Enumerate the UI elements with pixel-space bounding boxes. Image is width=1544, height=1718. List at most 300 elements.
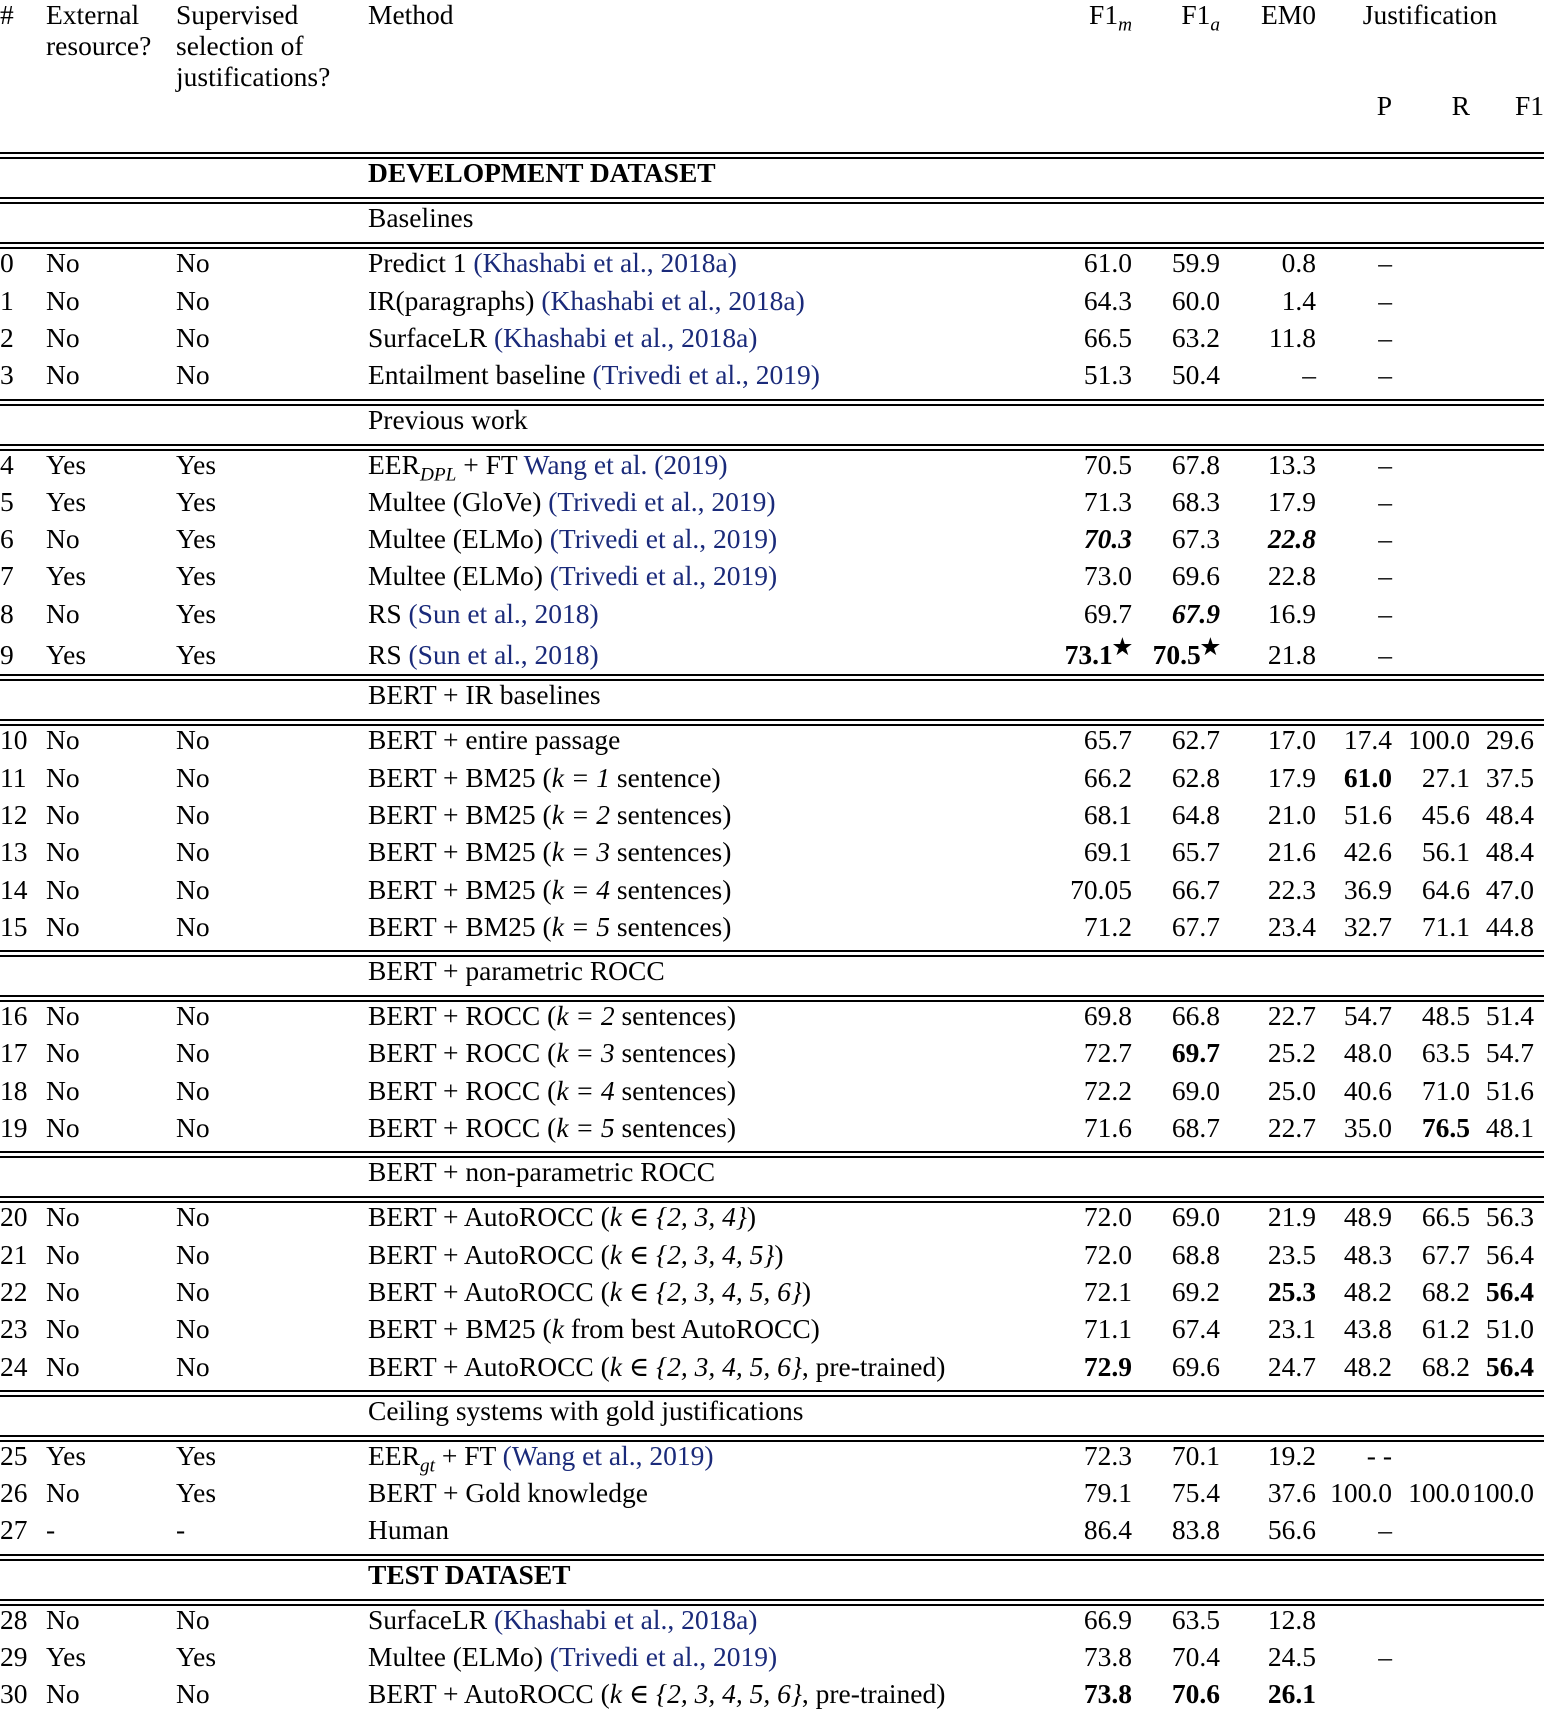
rule-line	[0, 1554, 1544, 1561]
method-cell: BERT + AutoROCC (k ∈ {2, 3, 4, 5, 6}, pre-trained)	[368, 1350, 946, 1382]
just-f1-cell	[1470, 1442, 1544, 1479]
f1a-cell: 69.0	[1171, 1074, 1220, 1106]
f1a-cell: 69.6	[1171, 1350, 1220, 1382]
just-p-cell: –	[1378, 1641, 1392, 1672]
table-row	[0, 726, 1544, 763]
method-cell: IR(paragraphs) (Khashabi et al., 2018a)	[368, 284, 805, 316]
just-f1-cell: 56.4	[1485, 1238, 1534, 1270]
just-r-cell: 61.2	[1421, 1313, 1470, 1345]
em0-cell: 37.6	[1267, 1477, 1316, 1509]
em0-cell: 17.9	[1267, 485, 1316, 517]
f1a-cell: 62.7	[1171, 724, 1220, 756]
em0-cell: 25.2	[1267, 1037, 1316, 1069]
f1a-cell: 70.6	[1171, 1678, 1220, 1710]
external-resource-cell: Yes	[46, 1641, 87, 1672]
citation-link: Wang et al. (2019)	[523, 448, 728, 480]
external-resource-cell: No	[46, 1238, 80, 1270]
just-p-cell: –	[1378, 284, 1392, 316]
f1a-cell: 69.0	[1171, 1201, 1220, 1233]
external-resource-cell: Yes	[46, 639, 87, 671]
table-row	[0, 1241, 1544, 1278]
em0-cell: –	[1302, 359, 1316, 391]
rule-line	[0, 197, 1544, 204]
rule-line	[0, 1599, 1544, 1606]
row-index-cell: 25	[0, 1439, 28, 1471]
section-gutter	[0, 406, 368, 444]
f1m-cell: 70.5	[1083, 448, 1132, 480]
em0-cell: 0.8	[1281, 247, 1316, 279]
table-row	[0, 287, 1544, 324]
external-resource-cell: No	[46, 597, 80, 629]
star-marker: ★	[1112, 635, 1132, 660]
supervised-selection-cell: Yes	[176, 1641, 217, 1672]
just-p-cell	[1316, 1680, 1392, 1717]
just-p-cell: 48.0	[1343, 1037, 1392, 1069]
just-r-cell: 45.6	[1421, 798, 1470, 830]
section-gutter	[0, 159, 368, 197]
just-p-cell: 100.0	[1330, 1477, 1392, 1509]
just-f1-cell	[1470, 600, 1544, 637]
f1m-cell: 72.3	[1083, 1439, 1132, 1471]
f1a-cell: 67.9	[1171, 597, 1220, 629]
star-marker: ★	[1200, 635, 1220, 660]
just-f1-cell: 48.4	[1485, 836, 1534, 868]
row-index-cell: 14	[0, 873, 28, 905]
supervised-selection-cell: -	[176, 1514, 186, 1546]
header-supervised-selection: Supervised selection of justifications?	[176, 0, 331, 92]
method-cell: BERT + ROCC (k = 5 sentences)	[368, 1112, 736, 1144]
section-label: Ceiling systems with gold justifications	[368, 1394, 804, 1426]
method-cell: SurfaceLR (Khashabi et al., 2018a)	[368, 1603, 758, 1635]
supervised-selection-cell: Yes	[176, 597, 217, 629]
f1a-cell: 59.9	[1171, 247, 1220, 279]
method-cell: Human	[368, 1514, 449, 1546]
citation-link: (Trivedi et al., 2019)	[592, 359, 820, 391]
just-r-cell	[1392, 488, 1470, 525]
method-cell: Predict 1 (Khashabi et al., 2018a)	[368, 247, 737, 279]
section-gutter	[0, 957, 368, 995]
section-label: DEVELOPMENT DATASET	[368, 157, 716, 189]
em0-cell: 17.9	[1267, 761, 1316, 793]
just-r-cell	[1392, 525, 1470, 562]
just-p-cell: 17.4	[1343, 724, 1392, 756]
supervised-selection-cell: No	[176, 1074, 210, 1106]
external-resource-cell: No	[46, 321, 80, 353]
header-just-p: P	[1376, 90, 1392, 122]
section-label: BERT + non-parametric ROCC	[368, 1156, 716, 1188]
just-r-cell: 67.7	[1421, 1238, 1470, 1270]
just-r-cell: 68.2	[1421, 1275, 1470, 1307]
em0-cell: 11.8	[1268, 321, 1316, 353]
supervised-selection-cell: No	[176, 1678, 210, 1710]
table-row	[0, 451, 1544, 488]
method-cell: BERT + ROCC (k = 2 sentences)	[368, 1000, 736, 1032]
double-rule	[0, 950, 1544, 957]
f1m-cell: 73.0	[1083, 560, 1132, 592]
just-f1-cell	[1470, 1643, 1544, 1680]
row-index-cell: 16	[0, 1000, 28, 1032]
just-p-cell: –	[1378, 639, 1392, 671]
f1a-cell: 64.8	[1171, 798, 1220, 830]
table-row	[0, 1077, 1544, 1114]
method-cell: BERT + Gold knowledge	[368, 1477, 648, 1509]
just-p-cell: 40.6	[1343, 1074, 1392, 1106]
header-em0: EM0	[1261, 0, 1316, 30]
f1m-cell: 69.8	[1083, 1000, 1132, 1032]
just-f1-cell: 56.3	[1485, 1201, 1534, 1233]
just-r-cell	[1392, 1442, 1470, 1479]
supervised-selection-cell: Yes	[176, 485, 217, 517]
method-cell: BERT + BM25 (k = 2 sentences)	[368, 798, 732, 830]
method-cell: RS (Sun et al., 2018)	[368, 639, 599, 671]
section-label: Previous work	[368, 403, 528, 435]
f1m-cell: 66.9	[1083, 1603, 1132, 1635]
f1m-cell: 72.2	[1083, 1074, 1132, 1106]
f1m-cell: 70.3	[1083, 523, 1132, 555]
method-cell: BERT + AutoROCC (k ∈ {2, 3, 4})	[368, 1201, 757, 1233]
external-resource-cell: No	[46, 1112, 80, 1144]
external-resource-cell: No	[46, 1477, 80, 1509]
supervised-selection-cell: Yes	[176, 448, 217, 480]
em0-cell: 1.4	[1281, 284, 1316, 316]
just-f1-cell: 56.4	[1485, 1275, 1534, 1307]
section-header-row	[0, 159, 1544, 197]
row-index-cell: 18	[0, 1074, 28, 1106]
row-index-cell: 2	[0, 321, 14, 353]
rule-line	[0, 674, 1544, 681]
supervised-selection-cell: No	[176, 1238, 210, 1270]
citation-link: (Trivedi et al., 2019)	[548, 485, 776, 517]
external-resource-cell: No	[46, 724, 80, 756]
just-p-cell: –	[1378, 321, 1392, 353]
f1a-cell: 67.8	[1171, 448, 1220, 480]
supervised-selection-cell: No	[176, 359, 210, 391]
row-index-cell: 3	[0, 359, 14, 391]
citation-link: (Khashabi et al., 2018a)	[541, 284, 805, 316]
row-index-cell: 11	[0, 761, 27, 793]
just-f1-cell	[1470, 1680, 1544, 1717]
just-p-cell: 32.7	[1343, 910, 1392, 942]
supervised-selection-cell: No	[176, 1000, 210, 1032]
external-resource-cell: No	[46, 1000, 80, 1032]
double-rule	[0, 399, 1544, 406]
supervised-selection-cell: No	[176, 321, 210, 353]
just-p-cell: 61.0	[1343, 761, 1392, 793]
f1a-cell: 63.2	[1171, 321, 1220, 353]
just-r-cell: 64.6	[1421, 873, 1470, 905]
header-index: #	[0, 0, 14, 30]
just-p-cell: 48.2	[1343, 1275, 1392, 1307]
table-row	[0, 1516, 1544, 1553]
table-row	[0, 525, 1544, 562]
table-header-row	[0, 0, 1544, 92]
method-cell: Entailment baseline (Trivedi et al., 2019)	[368, 359, 820, 391]
supervised-selection-cell: No	[176, 873, 210, 905]
just-f1-cell	[1470, 249, 1544, 286]
table-row	[0, 1114, 1544, 1151]
citation-link: (Trivedi et al., 2019)	[549, 1641, 778, 1672]
double-rule	[0, 152, 1544, 159]
section-header-row	[0, 957, 1544, 995]
just-f1-cell	[1470, 525, 1544, 562]
supervised-selection-cell: Yes	[176, 639, 217, 671]
header-f1a: $F1_a$	[1181, 0, 1220, 36]
just-f1-cell	[1470, 361, 1544, 398]
row-index-cell: 27	[0, 1514, 28, 1546]
row-index-cell: 5	[0, 485, 14, 517]
just-r-cell	[1392, 324, 1470, 361]
external-resource-cell: No	[46, 1275, 80, 1307]
rule-line	[0, 152, 1544, 159]
external-resource-cell: No	[46, 1313, 80, 1345]
just-r-cell: 76.5	[1421, 1112, 1470, 1144]
table-row	[0, 600, 1544, 637]
table-row	[0, 1643, 1544, 1680]
header-just-r: R	[1451, 90, 1470, 122]
just-p-cell: 48.2	[1343, 1350, 1392, 1382]
row-index-cell: 8	[0, 597, 14, 629]
table-row	[0, 249, 1544, 286]
supervised-selection-cell: No	[176, 1037, 210, 1069]
f1a-cell: 70.4	[1171, 1641, 1220, 1672]
table-row	[0, 1278, 1544, 1315]
f1a-cell: 67.3	[1171, 523, 1220, 555]
method-cell: BERT + BM25 (k = 4 sentences)	[368, 873, 732, 905]
method-cell: BERT + BM25 (k = 3 sentences)	[368, 836, 732, 868]
f1a-cell: 69.7	[1171, 1037, 1220, 1069]
citation-link: (Wang et al., 2019)	[502, 1439, 714, 1471]
row-index-cell: 6	[0, 523, 14, 555]
f1a-cell: 68.3	[1171, 485, 1220, 517]
f1m-cell: 86.4	[1083, 1514, 1132, 1546]
f1a-cell: 67.4	[1171, 1313, 1220, 1345]
section-label: BERT + IR baselines	[368, 679, 601, 711]
just-r-cell	[1392, 637, 1470, 674]
just-f1-cell: 51.6	[1485, 1074, 1534, 1106]
just-p-cell: –	[1378, 448, 1392, 480]
just-r-cell	[1392, 562, 1470, 599]
f1a-cell: 67.7	[1171, 910, 1220, 942]
method-cell: BERT + BM25 (k from best AutoROCC)	[368, 1313, 820, 1345]
just-f1-cell	[1470, 637, 1544, 674]
just-f1-cell	[1470, 562, 1544, 599]
supervised-selection-cell: No	[176, 1350, 210, 1382]
em0-cell: 24.7	[1267, 1350, 1316, 1382]
method-cell: BERT + AutoROCC (k ∈ {2, 3, 4, 5, 6}, pre-trained)	[368, 1678, 946, 1710]
section-label: TEST DATASET	[368, 1558, 571, 1590]
f1a-cell: 66.7	[1171, 873, 1220, 905]
just-p-cell: 54.7	[1343, 1000, 1392, 1032]
table-row	[0, 361, 1544, 398]
section-gutter	[0, 1158, 368, 1196]
external-resource-cell: Yes	[46, 485, 87, 517]
external-resource-cell: No	[46, 761, 80, 793]
just-r-cell	[1392, 451, 1470, 488]
header-spacer	[0, 122, 1544, 152]
table-row	[0, 1315, 1544, 1352]
f1a-cell: 75.4	[1171, 1477, 1220, 1509]
f1a-cell: 69.6	[1171, 560, 1220, 592]
section-gutter	[0, 681, 368, 719]
em0-cell: 21.9	[1267, 1201, 1316, 1233]
just-r-cell: 100.0	[1408, 1477, 1470, 1509]
f1a-cell: 62.8	[1171, 761, 1220, 793]
double-rule	[0, 674, 1544, 681]
just-p-cell: 48.9	[1343, 1201, 1392, 1233]
just-p-cell: –	[1378, 247, 1392, 279]
f1m-cell: 72.7	[1083, 1037, 1132, 1069]
em0-cell: 22.7	[1267, 1000, 1316, 1032]
just-p-cell: 36.9	[1343, 873, 1392, 905]
em0-cell: 13.3	[1267, 448, 1316, 480]
em0-cell: 24.5	[1267, 1641, 1316, 1672]
f1a-cell: 83.8	[1171, 1514, 1220, 1546]
external-resource-cell: Yes	[46, 1439, 87, 1471]
method-cell: $EER_{DPL}$ + FT Wang et al. (2019)	[368, 448, 728, 486]
just-f1-cell: 54.7	[1485, 1037, 1534, 1069]
just-r-cell: 100.0	[1408, 724, 1470, 756]
row-index-cell: 12	[0, 798, 28, 830]
supervised-selection-cell: No	[176, 1313, 210, 1345]
just-r-cell	[1392, 600, 1470, 637]
citation-link: (Khashabi et al., 2018a)	[473, 247, 737, 279]
double-rule	[0, 197, 1544, 204]
external-resource-cell: Yes	[46, 560, 87, 592]
citation-link: (Sun et al., 2018)	[408, 597, 599, 629]
table-row	[0, 637, 1544, 674]
row-index-cell: 24	[0, 1350, 28, 1382]
just-r-cell: 66.5	[1421, 1201, 1470, 1233]
method-cell: Multee (ELMo) (Trivedi et al., 2019)	[368, 1641, 778, 1672]
just-f1-cell	[1470, 1606, 1544, 1643]
just-p-cell: 51.6	[1343, 798, 1392, 830]
external-resource-cell: No	[46, 1201, 80, 1233]
table-row	[0, 324, 1544, 361]
supervised-selection-cell: No	[176, 910, 210, 942]
just-p-cell: –	[1378, 597, 1392, 629]
double-rule	[0, 1599, 1544, 1606]
just-f1-cell: 44.8	[1485, 910, 1534, 942]
just-f1-cell: 47.0	[1485, 873, 1534, 905]
table-row	[0, 876, 1544, 913]
just-p-cell: 48.3	[1343, 1238, 1392, 1270]
table-row	[0, 838, 1544, 875]
f1m-cell: 71.3	[1083, 485, 1132, 517]
f1m-cell: 69.7	[1083, 597, 1132, 629]
table-row	[0, 1353, 1544, 1390]
method-cell: $EER_{gt}$ + FT (Wang et al., 2019)	[368, 1439, 714, 1477]
external-resource-cell: No	[46, 1678, 80, 1710]
citation-link: (Trivedi et al., 2019)	[549, 523, 778, 555]
f1a-cell: 60.0	[1171, 284, 1220, 316]
just-r-cell	[1392, 1516, 1470, 1553]
row-index-cell: 9	[0, 639, 14, 671]
em0-cell: 23.4	[1267, 910, 1316, 942]
supervised-selection-cell: No	[176, 1201, 210, 1233]
em0-cell: 17.0	[1267, 724, 1316, 756]
f1a-cell: 68.7	[1171, 1112, 1220, 1144]
just-f1-cell: 48.4	[1485, 798, 1534, 830]
external-resource-cell: No	[46, 1074, 80, 1106]
f1m-cell: 71.2	[1083, 910, 1132, 942]
just-p-cell: 42.6	[1343, 836, 1392, 868]
f1a-cell: 66.8	[1171, 1000, 1220, 1032]
row-index-cell: 22	[0, 1275, 28, 1307]
method-cell: BERT + AutoROCC (k ∈ {2, 3, 4, 5, 6})	[368, 1275, 812, 1307]
f1m-cell: 66.5	[1083, 321, 1132, 353]
just-p-cell: –	[1378, 523, 1392, 555]
method-cell: BERT + entire passage	[368, 724, 621, 756]
external-resource-cell: No	[46, 1037, 80, 1069]
f1m-cell: 65.7	[1083, 724, 1132, 756]
supervised-selection-cell: No	[176, 798, 210, 830]
just-p-cell: –	[1378, 1514, 1392, 1546]
f1a-cell: 70.1	[1171, 1439, 1220, 1471]
em0-cell: 21.8	[1267, 639, 1316, 671]
em0-cell: 25.0	[1267, 1074, 1316, 1106]
just-r-cell: 68.2	[1421, 1350, 1470, 1382]
f1m-cell: 51.3	[1083, 359, 1132, 391]
f1m-cell: 72.0	[1083, 1238, 1132, 1270]
f1m-cell: 68.1	[1083, 798, 1132, 830]
table-row	[0, 1002, 1544, 1039]
supervised-selection-cell: No	[176, 247, 210, 279]
row-index-cell: 29	[0, 1641, 28, 1672]
table-row	[0, 764, 1544, 801]
external-resource-cell: No	[46, 247, 80, 279]
citation-link: (Khashabi et al., 2018a)	[494, 321, 758, 353]
f1a-cell: 63.5	[1171, 1603, 1220, 1635]
supervised-selection-cell: No	[176, 761, 210, 793]
just-p-cell	[1316, 1606, 1392, 1643]
external-resource-cell: No	[46, 1603, 80, 1635]
em0-cell: 26.1	[1267, 1678, 1316, 1710]
just-f1-cell: 100.0	[1472, 1477, 1534, 1509]
double-rule	[0, 1151, 1544, 1158]
f1a-cell: 50.4	[1171, 359, 1220, 391]
supervised-selection-cell: Yes	[176, 560, 217, 592]
em0-cell: 12.8	[1267, 1603, 1316, 1635]
f1m-cell: 71.6	[1083, 1112, 1132, 1144]
just-r-cell: 71.1	[1421, 910, 1470, 942]
em0-cell: 16.9	[1267, 597, 1316, 629]
supervised-selection-cell: No	[176, 1275, 210, 1307]
section-gutter	[0, 204, 368, 242]
row-index-cell: 21	[0, 1238, 28, 1270]
row-index-cell: 17	[0, 1037, 28, 1069]
em0-cell: 23.5	[1267, 1238, 1316, 1270]
double-rule	[0, 1554, 1544, 1561]
method-cell: Multee (ELMo) (Trivedi et al., 2019)	[368, 560, 778, 592]
table-row	[0, 1039, 1544, 1076]
em0-cell: 23.1	[1267, 1313, 1316, 1345]
em0-cell: 19.2	[1267, 1439, 1316, 1471]
section-header-row	[0, 1561, 1544, 1599]
table-row	[0, 801, 1544, 838]
row-index-cell: 19	[0, 1112, 28, 1144]
header-external-resource: External resource?	[46, 0, 152, 61]
just-p-cell: –	[1378, 359, 1392, 391]
f1m-cell: 79.1	[1083, 1477, 1132, 1509]
just-r-cell	[1392, 1680, 1470, 1717]
rule-line	[0, 399, 1544, 406]
method-cell: BERT + AutoROCC (k ∈ {2, 3, 4, 5})	[368, 1238, 784, 1270]
f1a-cell: 70.5★	[1152, 635, 1220, 671]
f1m-cell: 64.3	[1083, 284, 1132, 316]
table-row	[0, 1442, 1544, 1479]
header-method: Method	[368, 0, 454, 30]
em0-cell: 22.3	[1267, 873, 1316, 905]
